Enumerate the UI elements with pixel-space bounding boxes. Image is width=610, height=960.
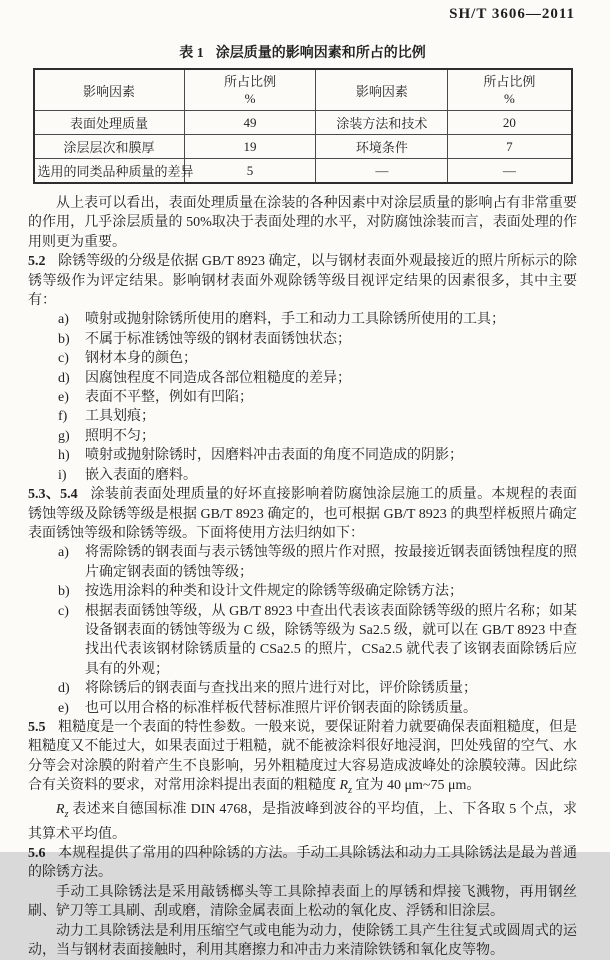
rz-subscript: z [64, 809, 69, 821]
roughness-symbol-rz [339, 778, 352, 796]
rz-definition-paragraph [28, 800, 577, 844]
list-item [28, 388, 577, 407]
list-item-text: 将需除锈的钢表面与表示锈蚀等级的照片作对照，按最接近钢表面锈蚀程度的照片确定钢表面的锈蚀等级； [85, 545, 577, 580]
list-item [28, 310, 577, 329]
list-item-text: 喷射或抛射除锈所使用的磨料，手工和动力工具除锈所使用的工具； [85, 312, 505, 328]
list-item-text: 将除锈后的钢表面与查找出来的照片进行对比，评价除锈质量； [85, 681, 477, 697]
list-item-label: h) [58, 448, 70, 464]
list-item-text: 照明不匀； [85, 428, 155, 444]
ratio-cell: 7 [448, 135, 572, 159]
factor-cell: — [316, 159, 448, 184]
clause-5-5 [28, 718, 577, 800]
ratio-cell: 5 [184, 159, 316, 184]
document-body [28, 194, 577, 960]
table-row [34, 159, 572, 184]
list-item [28, 582, 577, 601]
power-tool-paragraph: 动力工具除锈法是利用压缩空气或电能为动力，使除锈工具产生往复式或圆周式的运动，当与钢材表面接触时，利用其磨擦力和冲击力来清除铁锈和氧化皮等物。 [28, 923, 577, 959]
list-item [28, 543, 577, 582]
list-item [28, 679, 577, 698]
rz-subscript: z [348, 784, 352, 796]
rz-letter: R [339, 778, 349, 794]
factor-cell: 涂层层次和膜厚 [34, 135, 185, 159]
list-5-3-4 [28, 543, 577, 718]
list-item-label: c) [58, 351, 69, 367]
list-item [28, 349, 577, 368]
list-item [28, 330, 577, 349]
list-item-text: 工具划痕； [85, 409, 155, 425]
ratio-header-text: 所占比例 [224, 74, 277, 89]
col-header-ratio-left [184, 69, 316, 111]
factors-table [33, 68, 573, 184]
list-item-label: c) [58, 603, 69, 619]
list-item-label: d) [58, 681, 70, 697]
list-item-label: e) [58, 390, 69, 406]
list-item [28, 427, 577, 446]
factor-cell: 表面处理质量 [34, 111, 185, 135]
roughness-symbol-rz [56, 802, 69, 821]
list-item-text: 表面不平整，例如有凹陷； [85, 390, 253, 406]
clause-number: 5.6 [28, 846, 46, 861]
list-item-text: 不属于标准锈蚀等级的钢材表面锈蚀状态； [85, 331, 351, 347]
clause-text: 本规程提供了常用的四种除锈的方法。手动工具除锈法和动力工具除锈法是最为普通的除锈方法。 [28, 846, 577, 881]
clause-5-6 [28, 844, 577, 883]
list-item-label: g) [58, 428, 70, 444]
intro-paragraph: 从上表可以看出，表面处理质量在涂装的各种因素中对涂层质量的影响占有非常重要的作用，几乎涂层质量的 50%取决于表面处理的水平，对防腐蚀涂装而言，表面处理的作用则更为重要。 [28, 196, 577, 250]
list-item-label: a) [58, 312, 69, 328]
table-caption-label: 表 1 [179, 46, 204, 61]
percent-sign: % [503, 91, 515, 106]
ratio-cell: 49 [184, 111, 316, 135]
table-caption-title: 涂层质量的影响因素和所占的比例 [215, 46, 426, 61]
clause-text: 宜为 40 μm~75 μm。 [351, 778, 481, 794]
factor-cell: 选用的同类品种质量的差异 [34, 159, 185, 184]
manual-tool-paragraph: 手动工具除锈法是采用敲锈榔头等工具除掉表面上的厚锈和焊接飞溅物，再用钢丝刷、铲刀等工具刷、刮或磨，清除金属表面上松动的氧化皮、浮锈和旧涂层。 [28, 884, 577, 920]
list-item-text: 嵌入表面的磨料。 [85, 467, 197, 483]
paragraph-text: 表述来自德国标准 DIN 4768，是指波峰到波谷的平均值，上、下各取 5 个点，求其算术平均值。 [28, 802, 577, 842]
list-item-label: d) [58, 370, 70, 386]
list-item [28, 699, 577, 718]
table-row [34, 111, 572, 135]
clause-5-2 [28, 252, 577, 310]
ratio-header-text: 所占比例 [483, 74, 536, 89]
col-header-ratio-right [448, 69, 572, 111]
ratio-cell: 20 [448, 111, 572, 135]
percent-sign: % [244, 91, 256, 106]
list-item-text: 也可以用合格的标准样板代替标准照片评价钢表面的除锈质量。 [85, 700, 477, 716]
table-row [34, 135, 572, 159]
list-item-text: 按选用涂料的种类和设计文件规定的除锈等级确定除锈方法； [85, 584, 463, 600]
list-item-label: b) [58, 584, 70, 600]
list-item-text: 因腐蚀程度不同造成各部位粗糙度的差异； [85, 370, 351, 386]
factor-cell: 环境条件 [316, 135, 448, 159]
clause-number: 5.2 [28, 254, 46, 270]
table-caption [28, 42, 577, 62]
list-item-text: 根据表面锈蚀等级，从 GB/T 8923 中查出代表该表面除锈等级的照片名称；如某设备钢表面的锈蚀等级为 C 级，除锈等级为 Sa2.5 级，就可以在 GB/T 8923 中查找出代表该钢材除锈质量的 CSa2.5 的照片，CSa2.5 就代表了该钢表面除锈后应具有的外观； [85, 603, 577, 677]
col-header-factor-right: 影响因素 [316, 69, 448, 111]
clause-text: 涂装前表面处理质量的好坏直接影响着防腐蚀涂层施工的质量。本规程的表面锈蚀等级及除锈等级是根据 GB/T 8923 确定的，也可根据 GB/T 8923 的典型样板照片确定表面锈蚀等级和除锈等级。下面将使用方法归纳如下： [28, 487, 578, 541]
list-item-label: e) [58, 700, 69, 716]
list-item [28, 407, 577, 426]
clause-5-3-5-4 [28, 485, 577, 543]
list-item-text: 喷射或抛射除锈时，因磨料冲击表面的角度不同造成的阴影； [85, 448, 463, 464]
clause-text: 粗糙度是一个表面的特性参数。一般来说，要保证附着力就要确保表面粗糙度，但是粗糙度又不能过大，如果表面过于粗糙，就不能被涂料很好地浸润，凹处残留的空气、水分等会对涂膜的附着产生不良影响，另外粗糙度过大容易造成波峰处的涂膜较薄。因此综合有关资料的要求，对常用涂料提出表面的粗糙度 [28, 719, 577, 794]
col-header-factor-left: 影响因素 [34, 69, 185, 111]
table-header-row [34, 69, 572, 111]
list-item [28, 369, 577, 388]
list-item-label: f) [58, 409, 68, 425]
list-item [28, 602, 577, 680]
clause-text: 除锈等级的分级是依据 GB/T 8923 确定，以与钢材表面外观最接近的照片所标示的除锈等级作为评定结果。影响钢材表面外观除锈等级目视评定结果的因素很多，其中主要有： [28, 254, 577, 309]
list-5-2 [28, 310, 577, 485]
rz-letter: R [56, 802, 65, 818]
list-item-text: 钢材本身的颜色； [85, 351, 197, 367]
list-item-label: i) [58, 467, 67, 483]
clause-number: 5.3、5.4 [28, 487, 78, 503]
clause-number: 5.5 [28, 719, 46, 735]
ratio-cell: — [448, 159, 572, 184]
factor-cell: 涂装方法和技术 [316, 111, 448, 135]
ratio-cell: 19 [184, 135, 316, 159]
standard-code: SH/T 3606—2011 [449, 6, 575, 22]
list-item [28, 446, 577, 465]
list-item-label: a) [58, 545, 69, 561]
list-item [28, 466, 577, 485]
list-item-label: b) [58, 331, 70, 347]
